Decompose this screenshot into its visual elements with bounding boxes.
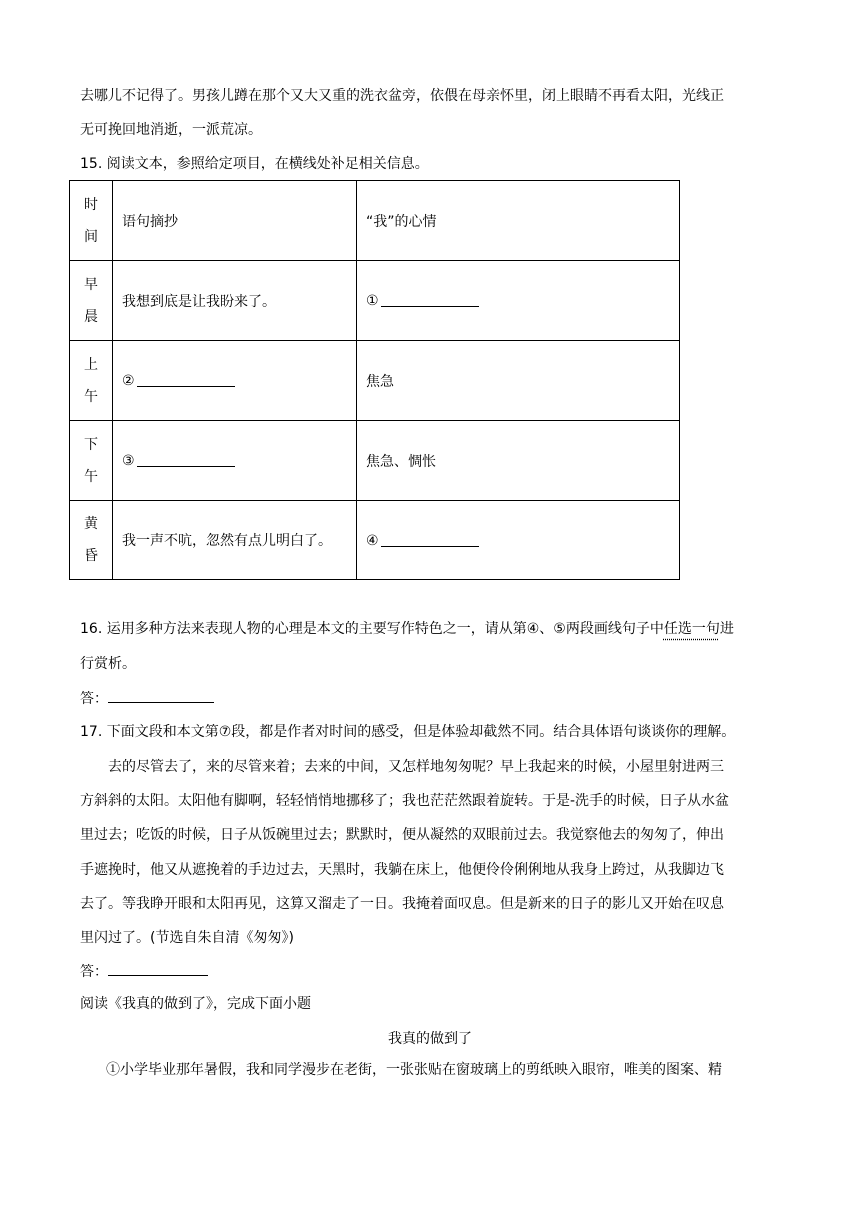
answer-line-16[interactable] bbox=[108, 688, 214, 703]
passage-line-2: 无可挽回地消逝，一派荒凉。 bbox=[80, 122, 262, 138]
time-char: 午 bbox=[84, 388, 98, 405]
table-row bbox=[70, 421, 680, 501]
time-char: 下 bbox=[84, 436, 98, 453]
emphasis-dotted: 任选一句 bbox=[663, 621, 720, 637]
table-header-row bbox=[70, 181, 680, 261]
excerpt-line: 方斜斜的太阳。太阳他有脚啊，轻轻悄悄地挪移了；我也茫茫然跟着旋转。于是-洗手的时候，日子从水盆 bbox=[80, 793, 730, 809]
row-mood: 焦急、惆怅 bbox=[357, 421, 680, 501]
row-quote bbox=[113, 421, 357, 501]
time-char: 间 bbox=[84, 228, 98, 245]
row-time bbox=[83, 429, 99, 493]
excerpt-line: 里过去；吃饭的时候，日子从饭碗里过去；默默时，便从凝然的双眼前过去。我觉察他去的匆匆了，伸出 bbox=[80, 827, 724, 843]
time-char: 午 bbox=[84, 468, 98, 485]
row-time bbox=[83, 269, 99, 333]
time-char: 黄 bbox=[84, 516, 98, 532]
answer-blank-2-label: ② bbox=[122, 373, 135, 389]
excerpt-line: 里闪过了。(节选自朱自清《匆匆》) bbox=[80, 930, 294, 946]
time-char: 上 bbox=[84, 356, 98, 373]
question-15-prompt: 15. 阅读文本，参照给定项目，在横线处补足相关信息。 bbox=[80, 156, 429, 172]
answer-label: 答： bbox=[80, 964, 108, 980]
row-mood bbox=[357, 501, 680, 580]
excerpt-line: 去了。等我睁开眼和太阳再见，这算又溜走了一日。我掩着面叹息。但是新来的日子的影儿又开始在叹息 bbox=[80, 896, 724, 912]
time-char: 早 bbox=[84, 276, 98, 293]
row-time bbox=[83, 349, 99, 413]
answer-blank-1-label: ① bbox=[366, 293, 379, 309]
question-16-prompt: 16. 运用多种方法来表现人物的心理是本文的主要写作特色之一，请从第④、⑤两段画线句子中任选一句进 bbox=[80, 621, 734, 637]
passage-line-1: 去哪儿不记得了。男孩儿蹲在那个又大又重的洗衣盆旁，依偎在母亲怀里，闭上眼睛不再看太阳，光线正 bbox=[80, 88, 724, 104]
header-time bbox=[70, 181, 113, 261]
answer-blank-4[interactable] bbox=[381, 532, 479, 547]
header-time-text bbox=[83, 189, 99, 253]
article-title: 我真的做到了 bbox=[388, 1031, 472, 1047]
answer-blank-3[interactable] bbox=[137, 452, 235, 467]
question-15-table bbox=[69, 180, 680, 580]
question-17-answer bbox=[80, 961, 208, 982]
row-time bbox=[83, 508, 99, 572]
row-quote: 我想到底是让我盼来了。 bbox=[113, 261, 357, 341]
question-17-prompt: 17. 下面文段和本文第⑦段，都是作者对时间的感受，但是体验却截然不同。结合具体语句谈谈你的理解。 bbox=[80, 724, 736, 740]
row-quote: 我一声不吭，忽然有点儿明白了。 bbox=[113, 501, 357, 580]
row-mood: 焦急 bbox=[357, 341, 680, 421]
excerpt-line: 手遮挽时，他又从遮挽着的手边过去，天黑时，我躺在床上，他便伶伶俐俐地从我身上跨过，从我脚边飞 bbox=[80, 862, 724, 878]
answer-label: 答： bbox=[80, 691, 108, 707]
question-16-prompt-line-2: 行赏析。 bbox=[80, 656, 136, 672]
excerpt-line: 去的尽管去了，来的尽管来着；去来的中间，又怎样地匆匆呢？早上我起来的时候，小屋里射进两三 bbox=[108, 759, 724, 775]
row-mood bbox=[357, 261, 680, 341]
table-row bbox=[70, 261, 680, 341]
article-paragraph-1: ①小学毕业那年暑假，我和同学漫步在老街，一张张贴在窗玻璃上的剪纸映入眼帘，唯美的图案、精 bbox=[106, 1062, 722, 1078]
answer-line-17[interactable] bbox=[108, 961, 208, 976]
table-row bbox=[70, 341, 680, 421]
question-16-answer bbox=[80, 688, 214, 709]
reading-intro: 阅读《我真的做到了》，完成下面小题 bbox=[80, 996, 311, 1012]
time-char: 时 bbox=[84, 196, 98, 213]
time-char: 昏 bbox=[84, 548, 98, 564]
answer-blank-3-label: ③ bbox=[122, 453, 135, 469]
time-char: 晨 bbox=[84, 308, 98, 325]
answer-blank-4-label: ④ bbox=[366, 532, 379, 549]
row-quote bbox=[113, 341, 357, 421]
table-row bbox=[70, 501, 680, 580]
answer-blank-2[interactable] bbox=[137, 372, 235, 387]
header-quote: 语句摘抄 bbox=[113, 181, 357, 261]
answer-blank-1[interactable] bbox=[381, 292, 479, 307]
header-mood: “我”的心情 bbox=[357, 181, 680, 261]
